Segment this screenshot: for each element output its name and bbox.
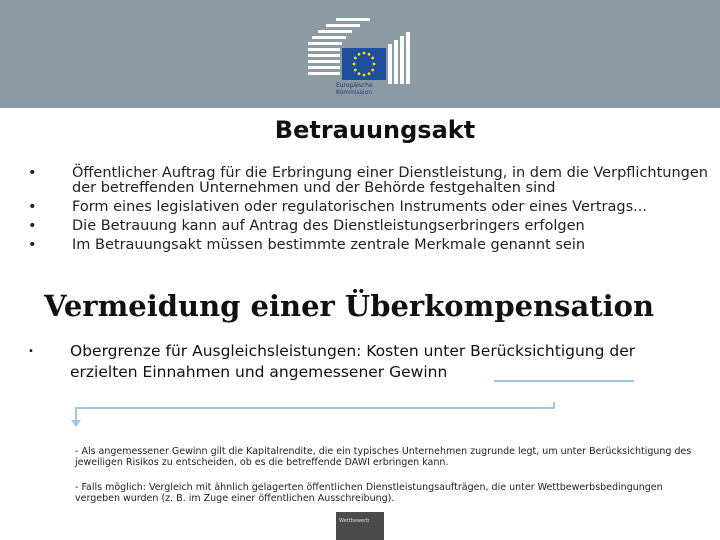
- logo-caption-line1: Europäische: [336, 82, 373, 89]
- list-item: [28, 219, 708, 234]
- footer-label: Wettbewerb: [339, 518, 370, 524]
- bullet-text: Öffentlicher Auftrag für die Erbringung einer Dienstleistung, in dem die Verpflichtungen der betreffenden Unternehmen und der Behörde festgehalten sind: [72, 165, 708, 196]
- bullet-text: Form eines legislativen oder regulatorischen Instruments oder eines Vertrags...: [72, 199, 647, 215]
- bullet-text: Die Betrauung kann auf Antrag des Dienstleistungserbringers erfolgen: [72, 218, 585, 234]
- list-item: [28, 341, 668, 383]
- list-item: [28, 238, 708, 253]
- bullet-icon: •: [28, 199, 37, 215]
- slide-title: Betrauungsakt: [274, 116, 476, 144]
- bullet-list-2: [28, 341, 668, 383]
- bullet-icon: •: [28, 165, 37, 181]
- bullet-text: Im Betrauungsakt müssen bestimmte zentrale Merkmale genannt sein: [72, 237, 586, 253]
- footnote-2: - Falls möglich: Vergleich mit ähnlich gelagerten öffentlichen Dienstleistungsaufträgen, die unter Wettbewerbsbedingungen vergeben wurden (z. B. im Zuge einer öffentlichen Ausschreibung).: [75, 482, 663, 504]
- footnote-1: - Als angemessener Gewinn gilt die Kapitalrendite, die ein typisches Unternehmen zugrunde legt, um unter Berücksichtigung des jeweiligen Risikos zu entscheiden, ob es die betreffende DAWI erbringen kann.: [75, 446, 692, 468]
- bullet-text: Obergrenze für Ausgleichsleistungen: Kosten unter Berücksichtigung der erzielten Einnahmen und angemessener Gewinn: [70, 342, 636, 381]
- bullet-icon: •: [28, 218, 37, 234]
- bullet-icon: •: [28, 346, 34, 357]
- bullet-icon: •: [28, 237, 37, 253]
- logo-caption-line2: Kommission: [336, 89, 373, 96]
- logo-caption: [336, 82, 373, 96]
- list-item: [28, 166, 708, 196]
- bullet-list-1: [28, 166, 708, 257]
- highlight-underline: [494, 380, 634, 382]
- section-heading: Vermeidung einer Überkompensation: [44, 289, 655, 323]
- eu-flag-icon: [342, 48, 386, 80]
- list-item: [28, 200, 708, 215]
- bracket-arrow-icon: [70, 402, 560, 428]
- footer-badge: [336, 512, 384, 540]
